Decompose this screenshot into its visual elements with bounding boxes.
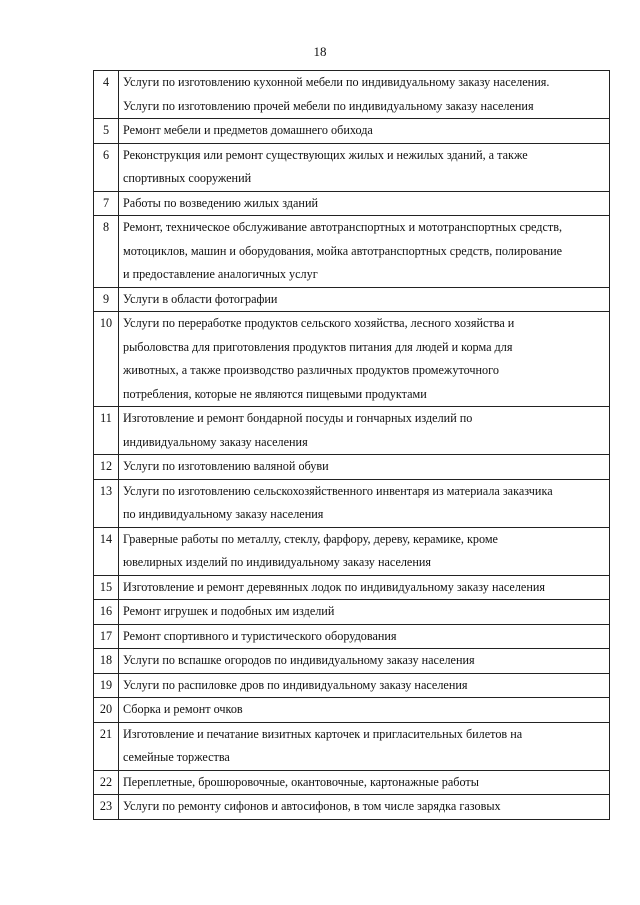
service-description [119, 698, 610, 723]
description-line: потребления, которые не являются пищевыми продуктами [123, 386, 427, 401]
service-description [119, 479, 610, 527]
service-description [119, 455, 610, 480]
description-line: Работы по возведению жилых зданий [123, 195, 318, 210]
row-number: 19 [94, 673, 119, 698]
row-number: 12 [94, 455, 119, 480]
row-number: 16 [94, 600, 119, 625]
table-row [94, 795, 610, 820]
service-description [119, 407, 610, 455]
service-description [119, 216, 610, 288]
row-number: 11 [94, 407, 119, 455]
service-description [119, 312, 610, 407]
row-number: 5 [94, 119, 119, 144]
description-line: Изготовление и ремонт деревянных лодок по индивидуальному заказу населения [123, 579, 545, 594]
description-line: рыболовства для приготовления продуктов питания для людей и корма для [123, 339, 513, 354]
table-row [94, 673, 610, 698]
description-line: мотоциклов, машин и оборудования, мойка автотранспортных средств, полирование [123, 243, 563, 258]
table-row [94, 527, 610, 575]
description-line: Сборка и ремонт очков [123, 702, 243, 716]
row-number: 14 [94, 527, 119, 575]
services-table-body [94, 71, 610, 820]
service-description [119, 722, 610, 770]
page-number: 18 [313, 44, 327, 59]
table-row [94, 698, 610, 723]
description-line: Реконструкция или ремонт существующих жилых и нежилых зданий, а также [123, 147, 528, 162]
table-row [94, 624, 610, 649]
row-number: 18 [94, 649, 119, 674]
row-number: 20 [94, 698, 119, 723]
service-description [119, 673, 610, 698]
service-description [119, 624, 610, 649]
table-row [94, 455, 610, 480]
row-number: 15 [94, 575, 119, 600]
description-line: Услуги по изготовлению валяной обуви [123, 459, 329, 473]
service-description [119, 287, 610, 312]
service-description [119, 71, 610, 119]
row-number: 23 [94, 795, 119, 820]
table-row [94, 312, 610, 407]
table-row [94, 119, 610, 144]
service-description [119, 795, 610, 820]
description-line: Услуги в области фотографии [123, 291, 278, 306]
row-number: 4 [94, 71, 119, 119]
table-row [94, 479, 610, 527]
table-row [94, 143, 610, 191]
description-line: индивидуальному заказу населения [123, 434, 308, 449]
description-line: Граверные работы по металлу, стеклу, фарфору, дереву, керамике, кроме [123, 531, 498, 546]
description-line: Услуги по изготовлению кухонной мебели по индивидуальному заказу населения. [123, 75, 550, 89]
row-number: 13 [94, 479, 119, 527]
row-number: 9 [94, 287, 119, 312]
description-line: Изготовление и ремонт бондарной посуды и гончарных изделий по [123, 411, 473, 425]
description-line: и предоставление аналогичных услуг [123, 267, 318, 281]
description-line: Услуги по изготовлению сельскохозяйственного инвентаря из материала заказчика [123, 483, 553, 498]
table-row [94, 71, 610, 119]
table-row [94, 770, 610, 795]
description-line: Изготовление и печатание визитных карточек и пригласительных билетов на [123, 726, 523, 741]
service-description [119, 527, 610, 575]
description-line: Услуги по вспашке огородов по индивидуальному заказу населения [123, 653, 475, 667]
service-description [119, 600, 610, 625]
description-line: Переплетные, брошюровочные, окантовочные, картонажные работы [123, 774, 479, 789]
description-line: Ремонт спортивного и туристического оборудования [123, 628, 397, 643]
description-line: Ремонт, техническое обслуживание автотранспортных и мототранспортных средств, [123, 220, 563, 234]
description-line: Услуги по изготовлению прочей мебели по индивидуальному заказу населения [123, 98, 534, 113]
services-table [93, 70, 610, 820]
description-line: по индивидуальному заказу населения [123, 507, 324, 521]
row-number: 6 [94, 143, 119, 191]
table-row [94, 287, 610, 312]
description-line: Ремонт мебели и предметов домашнего обихода [123, 123, 373, 137]
description-line: Ремонт игрушек и подобных им изделий [123, 604, 335, 618]
description-line: семейные торжества [123, 750, 230, 764]
description-line: Услуги по ремонту сифонов и автосифонов, в том числе зарядка газовых [123, 799, 501, 813]
table-row [94, 649, 610, 674]
row-number: 7 [94, 191, 119, 216]
table-row [94, 407, 610, 455]
row-number: 17 [94, 624, 119, 649]
row-number: 21 [94, 722, 119, 770]
table-row [94, 191, 610, 216]
service-description [119, 119, 610, 144]
description-line: Услуги по распиловке дров по индивидуальному заказу населения [123, 677, 468, 692]
description-line: ювелирных изделий по индивидуальному заказу населения [123, 555, 431, 569]
table-row [94, 722, 610, 770]
description-line: Услуги по переработке продуктов сельского хозяйства, лесного хозяйства и [123, 316, 515, 330]
service-description [119, 575, 610, 600]
service-description [119, 191, 610, 216]
row-number: 8 [94, 216, 119, 288]
table-row [94, 216, 610, 288]
table-row [94, 600, 610, 625]
service-description [119, 143, 610, 191]
description-line: спортивных сооружений [123, 171, 252, 185]
row-number: 22 [94, 770, 119, 795]
table-row [94, 575, 610, 600]
service-description [119, 770, 610, 795]
row-number: 10 [94, 312, 119, 407]
description-line: животных, а также производство различных продуктов промежуточного [123, 363, 499, 377]
service-description [119, 649, 610, 674]
